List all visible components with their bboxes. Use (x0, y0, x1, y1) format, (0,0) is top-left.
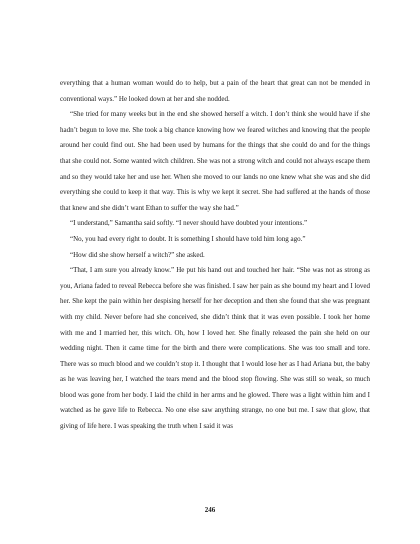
page-number: 246 (204, 506, 216, 514)
paragraph-3: “I understand,” Samantha said softly. “I never should have doubted your intentions.” (70, 219, 308, 228)
paragraph-2: “She tried for many weeks but in the end she showed herself a witch. I don’t think she would have if she hadn’t begun to love me. She took a big chance knowing how we feared witches and knowing that the people around her could find out. She had been used by humans for the things that she could do and for the things that she could not. Some wanted witch children. She was not a strong witch and could not always escape them and so they would take her and use her. When she moved to our lands no one knew what she was and she did everything she could to keep it that way. This is why we kept it secret. She had suffered at the hands of those that knew and she didn’t want Ethan to suffer the way she had.” (60, 110, 370, 212)
paragraph-6: “That, I am sure you already know.” He put his hand out and touched her hair. “She was not as strong as you, Ariana faded to reveal Rebecca before she was finished. I saw her pain as she bound my heart and I loved her. She kept the pain within her despising herself for her deception and then she found that she was pregnant with my child. Never before had she conceived, she didn’t think that it was even possible. I took her home with me and I married her, this witch. Oh, how I loved her. She finally released the pain she held on our wedding night. Then it came time for the birth and there were complications. She was too small and tore. There was so much blood and we couldn’t stop it. I thought that I would lose her as I had Ariana but, the baby as he was leaving her, I watched the tears mend and the blood stop flowing. She was still so weak, so much blood was gone from her body. I laid the child in her arms and he glowed. There was a light within him and I watched as he gave life to Rebecca. No one else saw anything strange, no one but me. I saw that glow, that giving of life here. I was speaking the truth when I said it was (60, 266, 370, 431)
paragraph-5: “How did she show herself a witch?” she asked. (70, 250, 205, 259)
paragraph-1: everything that a human woman would do to help, but a pain of the heart that great can not be mended in conventional ways.” He looked down at her and she nodded. (60, 79, 370, 103)
body-text (60, 76, 370, 435)
paragraph-4: “No, you had every right to doubt. It is something I should have told him long ago.” (70, 234, 306, 243)
